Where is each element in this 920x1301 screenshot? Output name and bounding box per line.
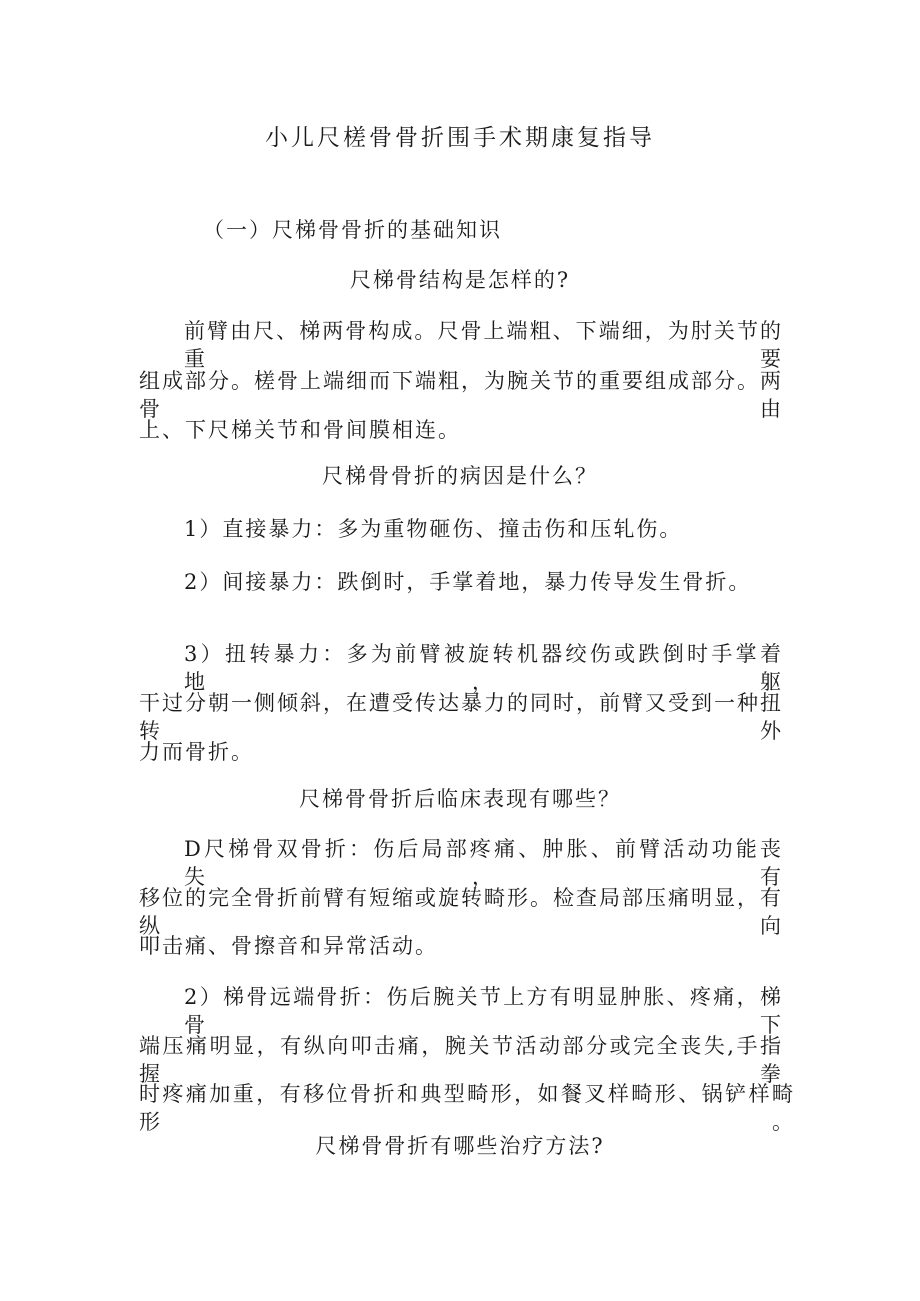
paragraph-line: 3）扭转暴力：多为前臂被旋转机器绞伤或跌倒时手掌着地，躯 [184, 642, 783, 694]
paragraph-line: 叩击痛、骨擦音和异常活动。 [139, 934, 438, 958]
question-cause: 尺梯骨骨折的病因是什么？ [322, 464, 598, 488]
paragraph-line: 前臂由尺、梯两骨构成。尺骨上端粗、下端细，为肘关节的重要 [184, 319, 783, 371]
paragraph-line: 组成部分。槎骨上端细而下端粗，为腕关节的重要组成部分。两骨由 [139, 369, 783, 421]
document-title: 小儿尺槎骨骨折围手术期康复指导 [265, 125, 655, 151]
paragraph-line: 时疼痛加重，有移位骨折和典型畸形，如餐叉样畸形、锅铲样畸形。 [139, 1082, 795, 1134]
paragraph-line: 力而骨折。 [139, 740, 254, 764]
section-heading: （一）尺梯骨骨折的基础知识 [203, 218, 502, 242]
question-symptoms: 尺梯骨骨折后临床表现有哪些？ [299, 787, 621, 811]
paragraph-line: 干过分朝一侧倾斜，在遭受传达暴力的同时，前臂又受到一种扭转外 [139, 691, 783, 743]
paragraph-line: 端压痛明显，有纵向叩击痛，腕关节活动部分或完全丧失,手指握拳 [139, 1034, 783, 1086]
paragraph-line: 移位的完全骨折前臂有短缩或旋转畸形。检查局部压痛明显，有纵向 [139, 886, 783, 938]
paragraph-line: D尺梯骨双骨折：伤后局部疼痛、肿胀、前臂活动功能丧失，有 [184, 837, 783, 889]
paragraph-line: 2）梯骨远端骨折：伤后腕关节上方有明显肿胀、疼痛，梯骨下 [184, 985, 783, 1037]
paragraph-line: 上、下尺梯关节和骨间膜相连。 [139, 418, 461, 442]
question-structure: 尺梯骨结构是怎样的? [349, 268, 571, 292]
question-treatment: 尺梯骨骨折有哪些治疗方法? [315, 1134, 605, 1158]
list-item: 2）间接暴力：跌倒时，手掌着地，暴力传导发生骨折。 [184, 570, 752, 594]
list-item: 1）直接暴力：多为重物砸伤、撞击伤和压轧伤。 [184, 517, 683, 541]
